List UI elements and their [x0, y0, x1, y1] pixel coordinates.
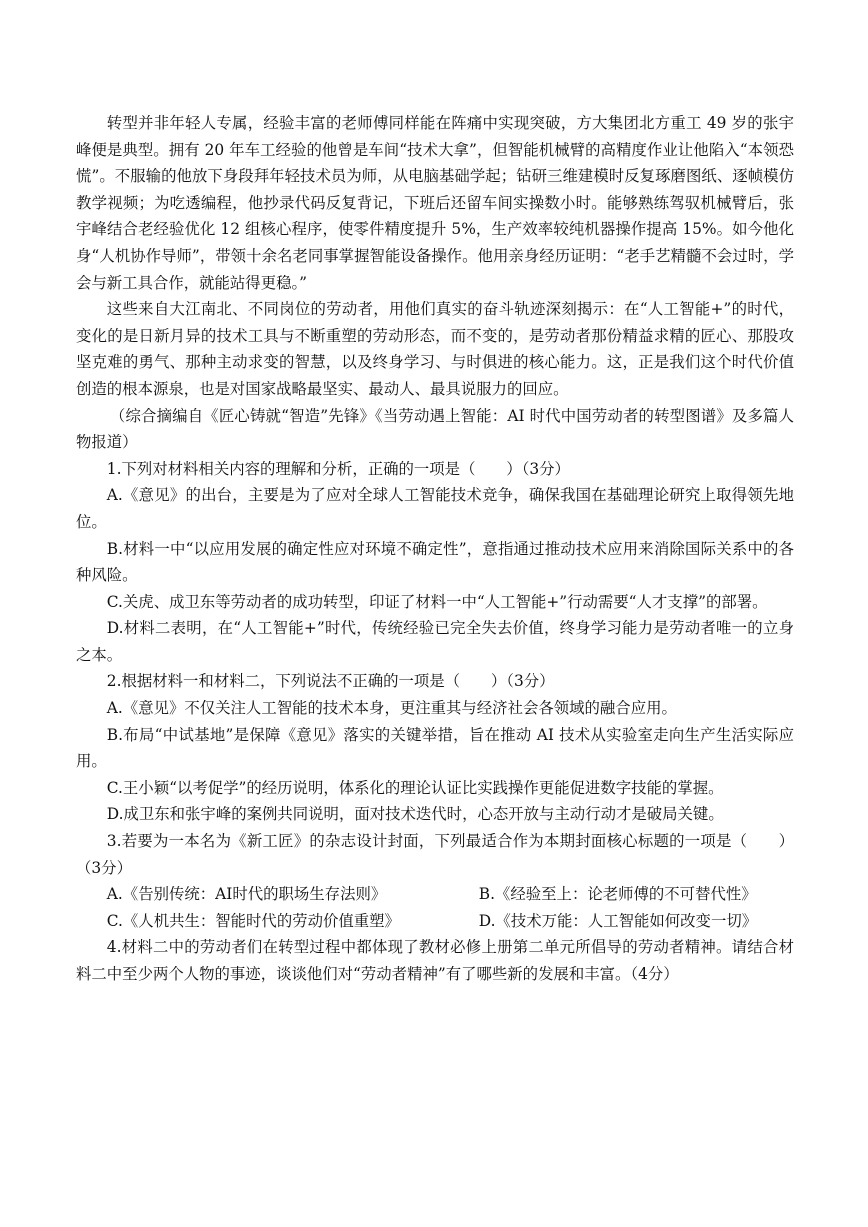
question-3-option-d: D.《技术万能：人工智能如何改变一切》 — [478, 911, 758, 930]
question-1-option-b: B.材料一中“以应用发展的确定性应对环境不确定性”，意指通过推动技术应用来消除国际关系中的各种风险。 — [76, 539, 794, 585]
question-3-stem: 3.若要为一本名为《新工匠》的杂志设计封面，下列最适合作为本期封面核心标题的一项是（ ）（3分） — [76, 832, 794, 877]
question-3-option-b: B.《经验至上：论老师傅的不可替代性》 — [478, 885, 757, 904]
question-3-row-2 — [76, 908, 794, 935]
article-paragraph-2: 这些来自大江南北、不同岗位的劳动者，用他们真实的奋斗轨迹深刻揭示：在“人工智能+”的时代，变化的是日新月异的技术工具与不断重塑的劳动形态，而不变的，是劳动者那份精益求精的匠心、那股攻坚克难的勇气、那种主动求变的智慧，以及终身学习、与时俱进的核心能力。这，正是我们这个时代价值创造的根本源泉，也是对国家战略最坚实、最动人、最具说服力的回应。 — [76, 300, 794, 398]
question-3-option-c: C.《人机共生：智能时代的劳动价值重塑》 — [106, 911, 400, 930]
question-1-option-d: D.材料二表明，在“人工智能+”时代，传统经验已完全失去价值，终身学习能力是劳动者唯一的立身之本。 — [76, 619, 794, 664]
question-2-option-a: A.《意见》不仅关注人工智能的技术本身，更注重其与经济社会各领域的融合应用。 — [106, 699, 677, 718]
question-2-option-b: B.布局“中试基地”是保障《意见》落实的关键举措，旨在推动 AI 技术从实验室走向生产生活实际应用。 — [76, 725, 794, 771]
question-2-option-d: D.成卫东和张宇峰的案例共同说明，面对技术迭代时，心态开放与主动行动才是破局关键。 — [106, 805, 724, 824]
question-2-stem: 2.根据材料一和材料二，下列说法不正确的一项是（ ）（3分） — [106, 672, 555, 691]
question-2-option-c: C.王小颖“以考促学”的经历说明，体系化的理论认证比实践操作更能促进数字技能的掌握。 — [106, 778, 724, 797]
question-3-option-a: A.《告别传统：AI时代的职场生存法则》 — [106, 885, 387, 904]
question-1-option-c: C.关虎、成卫东等劳动者的成功转型，印证了材料一中“人工智能+”行动需要“人才支撑”的部署。 — [106, 592, 768, 611]
source-note: （综合摘编自《匠心铸就“智造”先锋》《当劳动遇上智能：AI 时代中国劳动者的转型图谱》及多篇人物报道） — [76, 406, 794, 452]
question-3-row-1 — [76, 881, 794, 908]
question-1-stem: 1.下列对材料相关内容的理解和分析，正确的一项是（ ）（3分） — [106, 459, 570, 478]
question-1-option-a: A.《意见》的出台，主要是为了应对全球人工智能技术竞争，确保我国在基础理论研究上取得领先地位。 — [76, 486, 794, 531]
article-paragraph-1: 转型并非年轻人专属，经验丰富的老师傅同样能在阵痛中实现突破，方大集团北方重工 49 岁的张宇峰便是典型。拥有 20 年车工经验的他曾是车间“技术大拿”，但智能机械臂的高精度作业让他陷入“本领恐慌”。不服输的他放下身段拜年轻技术员为师，从电脑基础学起；钻研三维建模时反复琢磨图纸、逐帧模仿教学视频；为吃透编程，他抄录代码反复背记，下班后还留车间实操数小时。能够熟练驾驭机械臂后，张宇峰结合老经验优化 12 组核心程序，使零件精度提升 5%，生产效率较纯机器操作提高 15%。如今他化身“人机协作导师”，带领十余名老同事掌握智能设备操作。他用亲身经历证明：“老手艺精髓不会过时，学会与新工具合作，就能站得更稳。” — [76, 114, 794, 292]
question-4-stem: 4.材料二中的劳动者们在转型过程中都体现了教材必修上册第二单元所倡导的劳动者精神。请结合材料二中至少两个人物的事迹，谈谈他们对“劳动者精神”有了哪些新的发展和丰富。（4分） — [76, 938, 794, 983]
